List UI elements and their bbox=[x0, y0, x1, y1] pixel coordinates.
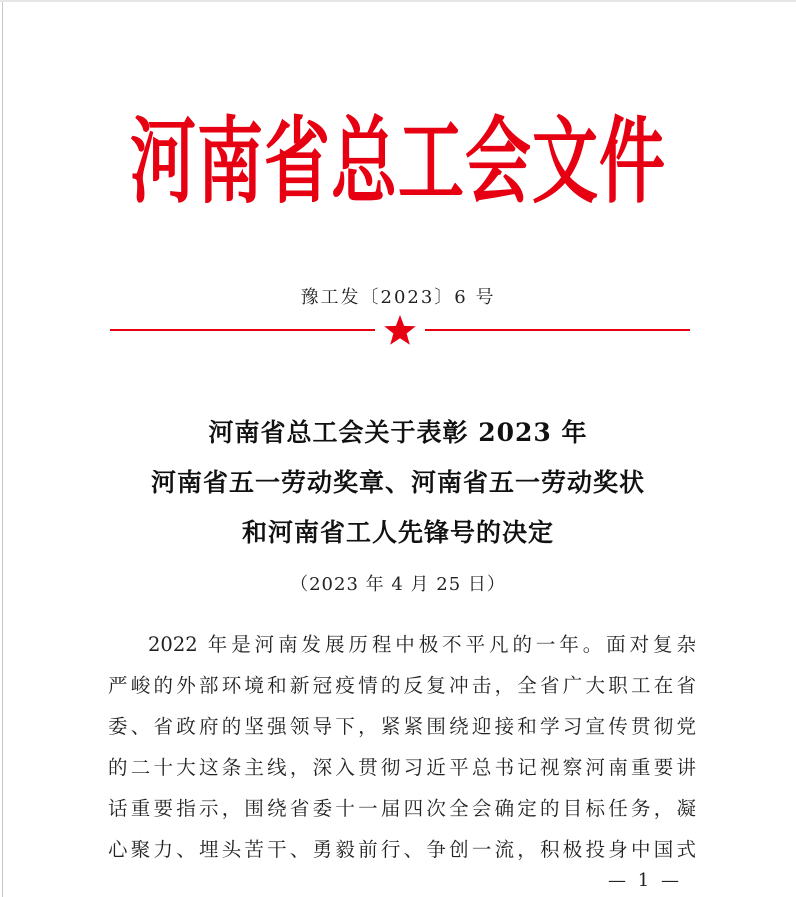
document-number: 豫工发〔2023〕6 号 bbox=[300, 287, 496, 308]
issue-date: （2023 年 4 月 25 日） bbox=[290, 574, 506, 595]
body-line: 2022 年是河南发展历程中极不平凡的一年。面对复杂 bbox=[148, 633, 696, 656]
decision-title bbox=[0, 408, 796, 558]
red-divider bbox=[110, 310, 690, 350]
body-paragraph bbox=[108, 624, 696, 870]
body-line: 委、省政府的坚强领导下，紧紧围绕迎接和学习宣传贯彻党 bbox=[108, 715, 696, 738]
body-line: 的二十大这条主线，深入贯彻习近平总书记视察河南重要讲 bbox=[108, 756, 696, 779]
page-top-edge bbox=[0, 0, 796, 2]
body-line: 话重要指示，围绕省委十一届四次全会确定的目标任务，凝 bbox=[108, 797, 696, 820]
body-line: 严峻的外部环境和新冠疫情的反复冲击，全省广大职工在省 bbox=[108, 674, 696, 697]
document-header-title: 河南省总工会文件 bbox=[130, 107, 666, 217]
body-line: 心聚力、埋头苦干、勇毅前行、争创一流，积极投身中国式 bbox=[108, 838, 696, 861]
title-line: 河南省五一劳动奖章、河南省五一劳动奖状 bbox=[150, 468, 645, 497]
star-icon bbox=[384, 315, 415, 345]
title-line: 和河南省工人先锋号的决定 bbox=[241, 518, 554, 547]
page-number: — 1 — bbox=[608, 870, 682, 891]
title-line: 河南省总工会关于表彰 2023 年 bbox=[208, 418, 588, 447]
